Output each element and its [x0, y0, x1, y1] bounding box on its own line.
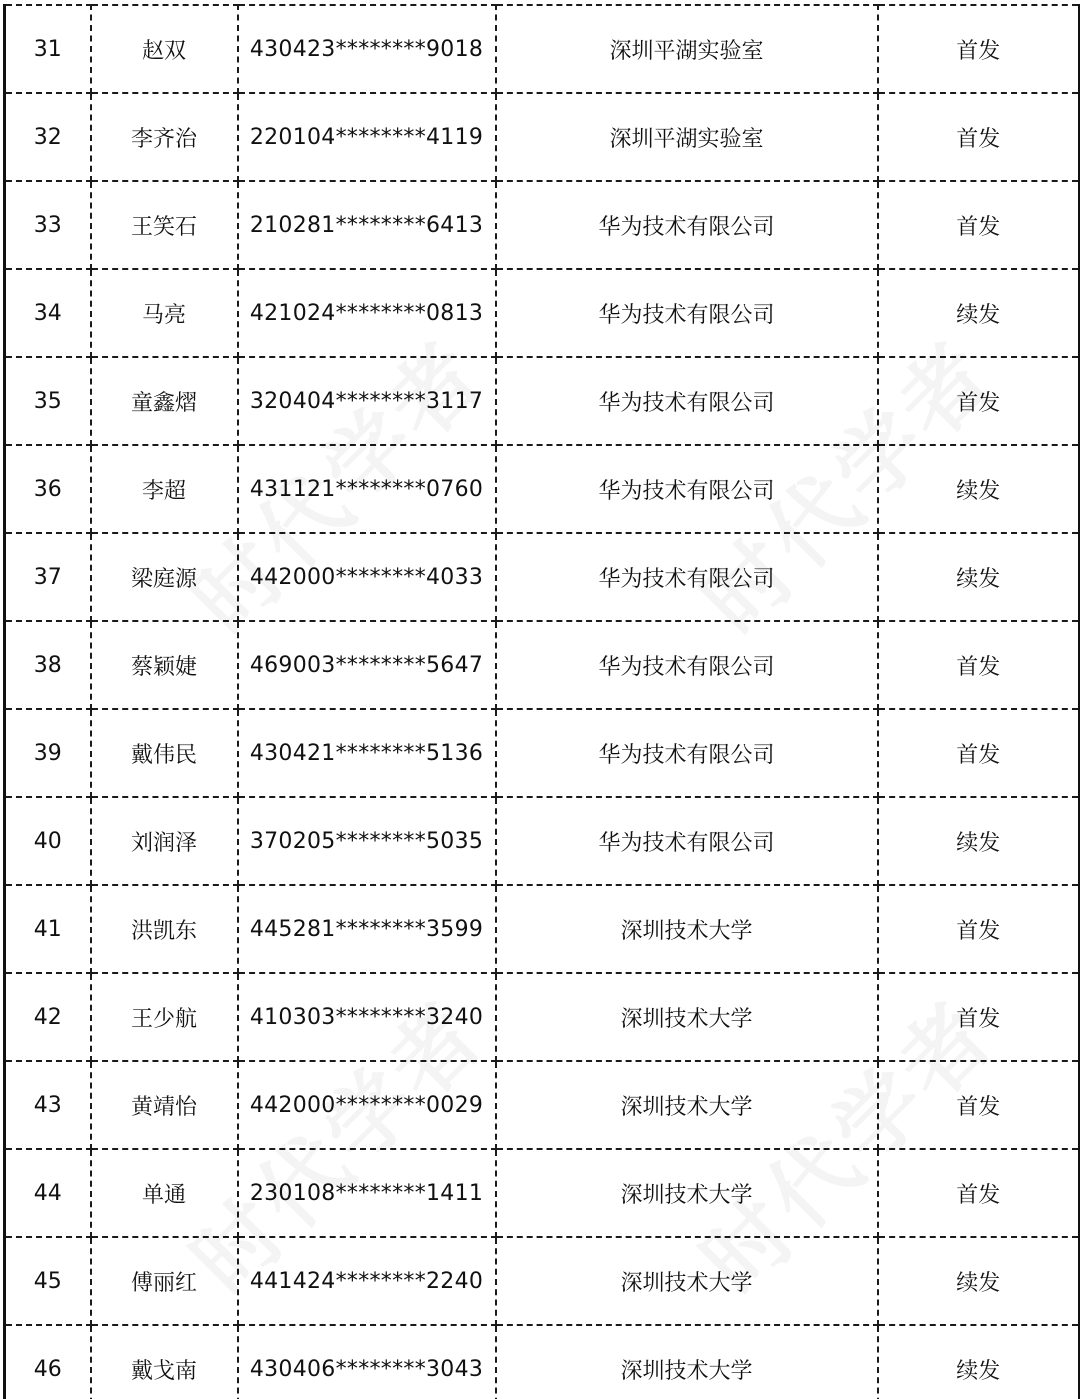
row-number: 34: [5, 269, 91, 357]
id-number: 430423********9018: [238, 5, 496, 93]
organization: 深圳技术大学: [496, 973, 878, 1061]
table-row: [5, 885, 1080, 973]
row-number: 39: [5, 709, 91, 797]
person-name: 赵双: [91, 5, 238, 93]
table-row: [5, 621, 1080, 709]
row-number: 43: [5, 1061, 91, 1149]
person-name: 王笑石: [91, 181, 238, 269]
table-row: [5, 1237, 1080, 1325]
organization: 华为技术有限公司: [496, 533, 878, 621]
id-number: 431121********0760: [238, 445, 496, 533]
person-name: 李齐治: [91, 93, 238, 181]
id-number: 430406********3043: [238, 1325, 496, 1399]
issue-type: 续发: [878, 533, 1080, 621]
person-name: 童鑫熠: [91, 357, 238, 445]
person-name: 刘润泽: [91, 797, 238, 885]
organization: 深圳技术大学: [496, 1061, 878, 1149]
issue-type: 首发: [878, 1149, 1080, 1237]
issue-type: 首发: [878, 1061, 1080, 1149]
table-row: [5, 5, 1080, 93]
roster-table-body: [5, 5, 1080, 1399]
table-row: [5, 797, 1080, 885]
row-number: 46: [5, 1325, 91, 1399]
organization: 深圳技术大学: [496, 1237, 878, 1325]
row-number: 42: [5, 973, 91, 1061]
organization: 华为技术有限公司: [496, 357, 878, 445]
organization: 华为技术有限公司: [496, 797, 878, 885]
table-row: [5, 93, 1080, 181]
organization: 华为技术有限公司: [496, 445, 878, 533]
row-number: 31: [5, 5, 91, 93]
organization: 深圳技术大学: [496, 885, 878, 973]
issue-type: 首发: [878, 621, 1080, 709]
id-number: 442000********4033: [238, 533, 496, 621]
person-name: 单通: [91, 1149, 238, 1237]
person-name: 梁庭源: [91, 533, 238, 621]
person-name: 王少航: [91, 973, 238, 1061]
table-row: [5, 357, 1080, 445]
table-row: [5, 269, 1080, 357]
table-row: [5, 1061, 1080, 1149]
person-name: 黄靖怡: [91, 1061, 238, 1149]
organization: 华为技术有限公司: [496, 181, 878, 269]
table-row: [5, 1149, 1080, 1237]
person-name: 洪凯东: [91, 885, 238, 973]
issue-type: 续发: [878, 797, 1080, 885]
row-number: 35: [5, 357, 91, 445]
row-number: 37: [5, 533, 91, 621]
id-number: 370205********5035: [238, 797, 496, 885]
row-number: 41: [5, 885, 91, 973]
organization: 深圳技术大学: [496, 1325, 878, 1399]
issue-type: 首发: [878, 181, 1080, 269]
table-row: [5, 181, 1080, 269]
organization: 深圳平湖实验室: [496, 93, 878, 181]
issue-type: 续发: [878, 445, 1080, 533]
row-number: 40: [5, 797, 91, 885]
person-name: 戴伟民: [91, 709, 238, 797]
table-row: [5, 709, 1080, 797]
table-row: [5, 533, 1080, 621]
organization: 深圳平湖实验室: [496, 5, 878, 93]
person-name: 傅丽红: [91, 1237, 238, 1325]
row-number: 32: [5, 93, 91, 181]
person-name: 马亮: [91, 269, 238, 357]
row-number: 44: [5, 1149, 91, 1237]
id-number: 220104********4119: [238, 93, 496, 181]
roster-table: [3, 4, 1080, 1399]
id-number: 320404********3117: [238, 357, 496, 445]
row-number: 45: [5, 1237, 91, 1325]
table-row: [5, 445, 1080, 533]
person-name: 蔡颖婕: [91, 621, 238, 709]
issue-type: 首发: [878, 709, 1080, 797]
issue-type: 续发: [878, 269, 1080, 357]
person-name: 李超: [91, 445, 238, 533]
id-number: 442000********0029: [238, 1061, 496, 1149]
organization: 华为技术有限公司: [496, 709, 878, 797]
issue-type: 续发: [878, 1325, 1080, 1399]
id-number: 210281********6413: [238, 181, 496, 269]
row-number: 38: [5, 621, 91, 709]
row-number: 36: [5, 445, 91, 533]
organization: 华为技术有限公司: [496, 269, 878, 357]
organization: 深圳技术大学: [496, 1149, 878, 1237]
person-name: 戴戈南: [91, 1325, 238, 1399]
id-number: 230108********1411: [238, 1149, 496, 1237]
id-number: 469003********5647: [238, 621, 496, 709]
table-row: [5, 973, 1080, 1061]
organization: 华为技术有限公司: [496, 621, 878, 709]
id-number: 410303********3240: [238, 973, 496, 1061]
row-number: 33: [5, 181, 91, 269]
issue-type: 首发: [878, 973, 1080, 1061]
id-number: 445281********3599: [238, 885, 496, 973]
table-row: [5, 1325, 1080, 1399]
issue-type: 首发: [878, 5, 1080, 93]
issue-type: 续发: [878, 1237, 1080, 1325]
issue-type: 首发: [878, 93, 1080, 181]
id-number: 441424********2240: [238, 1237, 496, 1325]
issue-type: 首发: [878, 357, 1080, 445]
id-number: 421024********0813: [238, 269, 496, 357]
id-number: 430421********5136: [238, 709, 496, 797]
issue-type: 首发: [878, 885, 1080, 973]
